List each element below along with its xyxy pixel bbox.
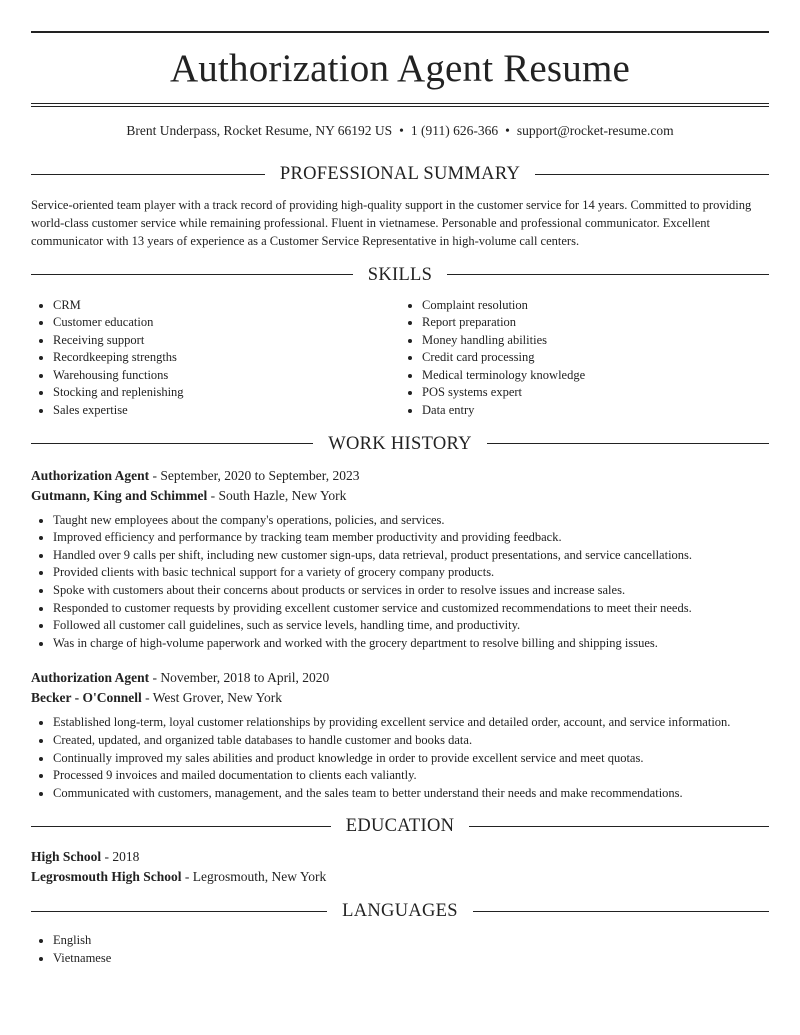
section-rule-right bbox=[469, 826, 769, 827]
section-rule-right bbox=[535, 174, 769, 175]
education-year: - 2018 bbox=[101, 849, 140, 865]
skills-columns bbox=[31, 297, 769, 420]
skill-item: • Money handling abilities bbox=[422, 332, 769, 350]
section-header-summary bbox=[31, 162, 769, 186]
section-header-education bbox=[31, 814, 769, 838]
skill-item: • POS systems expert bbox=[422, 384, 769, 402]
job-location: - West Grover, New York bbox=[141, 690, 282, 706]
job-dates: - November, 2018 to April, 2020 bbox=[149, 670, 330, 686]
skill-item: • Recordkeeping strengths bbox=[53, 349, 400, 367]
skill-item: • CRM bbox=[53, 297, 400, 315]
skill-item: • Customer education bbox=[53, 314, 400, 332]
education-school: Legrosmouth High School bbox=[31, 869, 182, 885]
job-bullets bbox=[31, 512, 769, 653]
skill-item: • Complaint resolution bbox=[422, 297, 769, 315]
resume-page bbox=[31, 0, 769, 968]
job-company-line bbox=[31, 688, 769, 708]
job-company: Gutmann, King and Schimmel bbox=[31, 487, 208, 503]
job-bullets bbox=[31, 714, 769, 802]
job-entry bbox=[31, 466, 769, 653]
job-bullet: • Improved efficiency and performance by tracking team member productivity and providing feedback. bbox=[53, 529, 769, 547]
section-title-summary: PROFESSIONAL SUMMARY bbox=[279, 164, 521, 184]
contact-line bbox=[31, 122, 769, 140]
job-bullet: • Was in charge of high-volume paperwork and worked with the grocery department to resolve billing and shipping issues. bbox=[53, 635, 769, 653]
job-dates: - September, 2020 to September, 2023 bbox=[149, 467, 360, 483]
job-bullet: • Processed 9 invoices and mailed documentation to clients each valiantly. bbox=[53, 767, 769, 785]
skill-item: • Warehousing functions bbox=[53, 367, 400, 385]
skill-item: • Stocking and replenishing bbox=[53, 384, 400, 402]
job-bullet: • Created, updated, and organized table databases to handle customer and books data. bbox=[53, 732, 769, 750]
section-rule-left bbox=[31, 174, 265, 175]
job-entry bbox=[31, 668, 769, 802]
title-double-rule bbox=[31, 103, 769, 107]
job-bullet: • Established long-term, loyal customer relationships by providing excellent service and detailed order, account, and service information. bbox=[53, 714, 769, 732]
language-item: • Vietnamese bbox=[53, 950, 769, 968]
education-degree: High School bbox=[31, 849, 102, 865]
contact-address: Brent Underpass, Rocket Resume, NY 66192 US bbox=[126, 123, 393, 138]
job-role: Authorization Agent bbox=[31, 670, 150, 686]
section-header-skills bbox=[31, 263, 769, 287]
section-title-languages: LANGUAGES bbox=[342, 901, 458, 922]
contact-phone: 1 (911) 626-366 bbox=[410, 123, 499, 138]
section-header-languages bbox=[31, 899, 769, 923]
skill-item: • Credit card processing bbox=[422, 349, 769, 367]
job-location: - South Hazle, New York bbox=[207, 487, 347, 503]
job-bullet: • Responded to customer requests by providing excellent customer service and customized recommendations to meet their needs. bbox=[53, 600, 769, 618]
education-location: - Legrosmouth, New York bbox=[181, 869, 327, 885]
section-title-skills: SKILLS bbox=[367, 264, 433, 285]
job-bullet: • Provided clients with basic technical support for a variety of grocery company products. bbox=[53, 564, 769, 582]
section-rule-right bbox=[487, 443, 769, 444]
job-title-line bbox=[31, 668, 769, 688]
section-header-work bbox=[31, 432, 769, 456]
skill-item: • Report preparation bbox=[422, 314, 769, 332]
section-rule-left bbox=[31, 911, 327, 912]
page-title: Authorization Agent Resume bbox=[169, 47, 631, 90]
summary-text: Service-oriented team player with a track record of providing high-quality support in the customer service for 14 years. Committed to providing world-class customer service while remaining professional. Fluent in vietnamese. Personable and professional communicator. Excellent communicator with 13 years of experience as a Customer Service Representative in high-volume call centers. bbox=[31, 198, 752, 248]
section-rule-right bbox=[473, 911, 769, 912]
job-bullet: • Handled over 9 calls per shift, including new customer sign-ups, data retrieval, product presentations, and service cancellations. bbox=[53, 547, 769, 565]
skill-item: • Medical terminology knowledge bbox=[422, 367, 769, 385]
contact-separator: • bbox=[399, 123, 404, 138]
job-bullet: • Continually improved my sales abilities and product knowledge in order to provide excellent service and meet quotas. bbox=[53, 750, 769, 768]
contact-separator: • bbox=[505, 123, 510, 138]
skill-item: • Sales expertise bbox=[53, 402, 400, 420]
job-bullet: • Followed all customer call guidelines, such as service levels, handling time, and productivity. bbox=[53, 617, 769, 635]
job-company: Becker - O'Connell bbox=[31, 690, 142, 706]
section-rule-right bbox=[447, 274, 769, 275]
section-rule-left bbox=[31, 826, 331, 827]
skill-item: • Data entry bbox=[422, 402, 769, 420]
section-title-education: EDUCATION bbox=[345, 816, 455, 837]
job-bullet: • Spoke with customers about their concerns about products or services in order to resolve issues and increase sales. bbox=[53, 582, 769, 600]
job-company-line bbox=[31, 486, 769, 506]
education-degree-line bbox=[31, 847, 769, 867]
skills-list-right bbox=[400, 297, 769, 420]
skills-list-left bbox=[31, 297, 400, 420]
section-title-work: WORK HISTORY bbox=[328, 433, 472, 454]
section-rule-left bbox=[31, 443, 313, 444]
section-rule-left bbox=[31, 274, 353, 275]
job-bullet: • Communicated with customers, management, and the sales team to better understand their needs and make recommendations. bbox=[53, 785, 769, 803]
language-item: • English bbox=[53, 932, 769, 950]
job-bullet: • Taught new employees about the company's operations, policies, and services. bbox=[53, 512, 769, 530]
job-role: Authorization Agent bbox=[31, 467, 150, 483]
contact-email: support@rocket-resume.com bbox=[516, 123, 674, 138]
education-entry bbox=[31, 847, 769, 887]
languages-list bbox=[31, 932, 769, 967]
job-title-line bbox=[31, 466, 769, 486]
education-school-line bbox=[31, 867, 769, 887]
skill-item: • Receiving support bbox=[53, 332, 400, 350]
